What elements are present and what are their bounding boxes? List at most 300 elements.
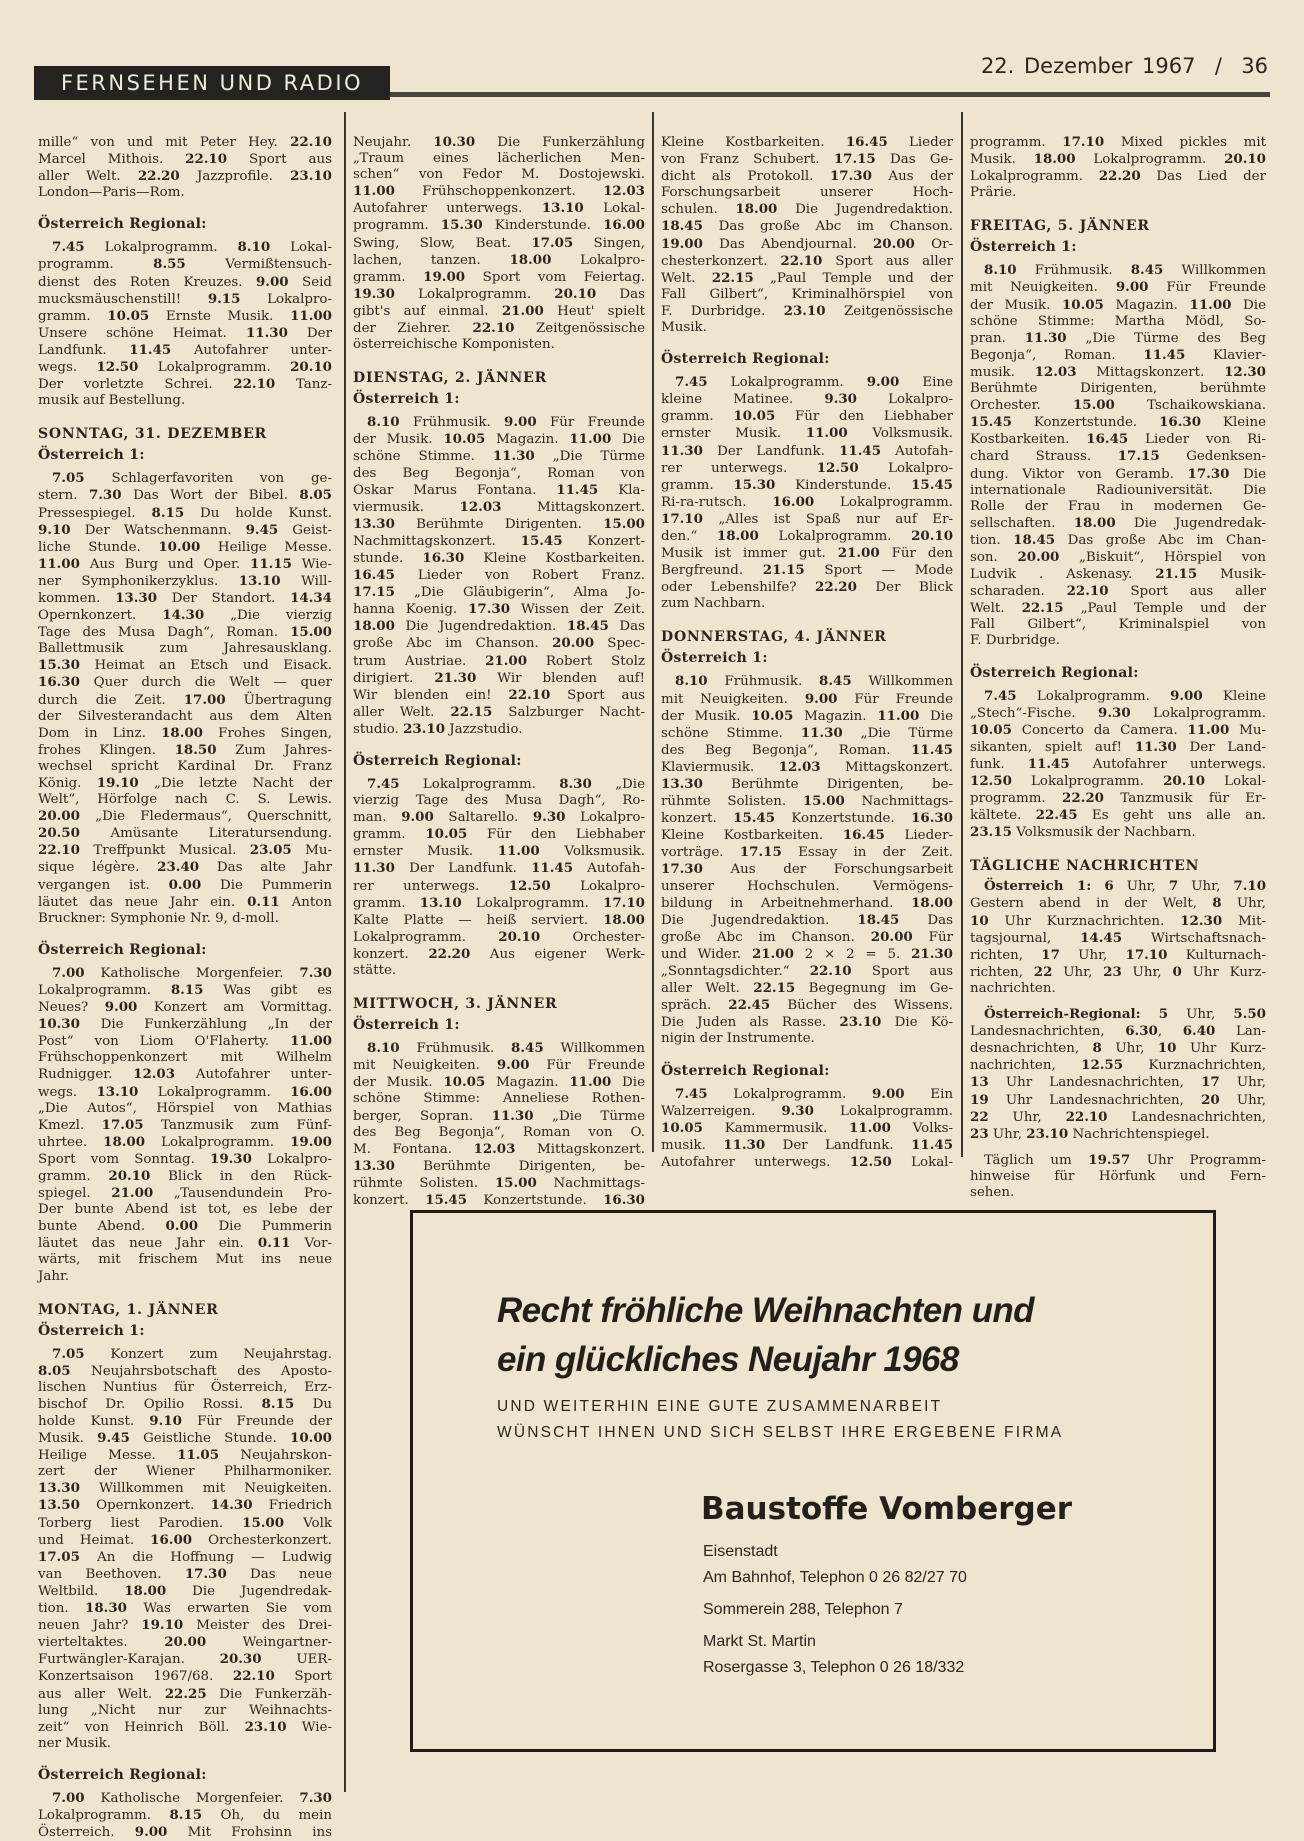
- text-line: chesterkonzert. 22.10 Sport aus aller: [661, 252, 954, 269]
- text-line: 11.30 Der Landfunk. 11.45 Autofah-: [353, 860, 645, 877]
- text-line: konzert. 15.45 Konzertstunde. 16.30: [661, 810, 953, 827]
- text-line: Welt“, Hörfolge nach C. S. Lewis.: [38, 792, 332, 808]
- text-line: konzert. 15.45 Konzertstunde. 16.30: [353, 1191, 645, 1208]
- text-line: bunte Abend. 0.00 Die Pummerin: [38, 1218, 333, 1235]
- header-rule: [390, 92, 1270, 97]
- text-line: spräch. 22.45 Bücher des Wissens.: [661, 997, 953, 1014]
- text-line: man. 9.00 Saltarello. 9.30 Lokalpro-: [353, 809, 645, 826]
- text-line: 13.30 Willkommen mit Neuigkeiten.: [38, 1480, 332, 1497]
- text-line: läutet das neue Jahr ein. 0.11 Anton: [38, 893, 332, 910]
- text-line: der Musik. 10.05 Magazin. 11.00 Die: [353, 1074, 645, 1091]
- text-line: gramm. 19.00 Sport vom Feiertag.: [353, 268, 645, 285]
- text-line: schöne Stimme: Martha Mödl, So-: [970, 313, 1266, 329]
- text-line: von Franz Schubert. 17.15 Das Ge-: [661, 151, 953, 168]
- text-line: Die Jugendredaktion. 18.45 Das: [661, 911, 953, 928]
- text-line: 13.30 Berühmte Dirigenten, be-: [661, 776, 953, 792]
- text-line: Die Juden als Rasse. 23.10 Die Kö-: [661, 1014, 953, 1031]
- text-line: dienst des Roten Kreuzes. 9.00 Seid: [38, 273, 332, 290]
- program-paragraph: [38, 1790, 332, 1841]
- text-line: Kleine Kostbarkeiten. 16.45 Lieder-: [661, 827, 953, 844]
- text-line: dirigiert. 21.30 Wir blenden auf!: [353, 669, 645, 686]
- text-line: durch die Zeit. 17.00 Übertragung: [38, 691, 332, 708]
- ad-firm-name: Baustoffe Vomberger: [701, 1491, 1073, 1527]
- text-line: Nachmittagskonzert. 15.45 Konzert-: [353, 532, 645, 549]
- text-line: Walzerreigen. 9.30 Lokalprogramm.: [661, 1102, 953, 1119]
- text-line: Kmezl. 17.05 Tanzmusik zum Fünf-: [38, 1116, 332, 1133]
- text-line: chard Strauss. 17.15 Gedenksen-: [970, 448, 1266, 465]
- text-line: rer unterwegs. 12.50 Lokalpro-: [661, 459, 953, 476]
- text-line: 20.50 Amüsante Literatursendung.: [38, 825, 332, 842]
- text-line: der Musik. 10.05 Magazin. 11.00 Die: [661, 707, 953, 724]
- text-line: 18.00 Die Jugendredaktion. 18.45 Das: [353, 618, 645, 635]
- section-banner: FERNSEHEN UND RADIO: [34, 66, 390, 100]
- column-1: [38, 134, 332, 1841]
- day-heading: SONNTAG, 31. DEZEMBER: [38, 426, 267, 443]
- station-heading: Österreich Regional:: [970, 664, 1139, 681]
- text-line: Bergfreund. 21.15 Sport — Mode: [661, 562, 953, 579]
- program-paragraph: [661, 673, 953, 1047]
- text-line: 17.05 An die Hoffnung — Ludwig: [38, 1548, 332, 1565]
- column-divider: [652, 112, 654, 1152]
- text-line: Orchester. 15.00 Tschaikowskiana.: [970, 397, 1266, 414]
- program-paragraph: [970, 688, 1266, 842]
- text-line: schen“ von Fedor M. Dostojewski.: [353, 167, 645, 183]
- ad-address-line: Eisenstadt: [703, 1543, 778, 1560]
- text-line: 8.05 Neujahrsbotschaft des Aposto-: [38, 1362, 332, 1379]
- text-line: Opernkonzert. 14.30 „Die vierzig: [38, 607, 332, 624]
- text-line: Ludvik . Askenasy. 21.15 Musik-: [970, 566, 1266, 583]
- text-line: gramm. 10.05 Für den Liebhaber: [353, 826, 645, 843]
- text-line: bischof Dr. Opilio Rossi. 8.15 Du: [38, 1395, 332, 1412]
- text-line: 19.30 Lokalprogramm. 20.10 Das: [353, 285, 645, 302]
- text-line: Musik. 9.45 Geistliche Stunde. 10.00: [38, 1430, 332, 1447]
- text-line: wärts, mit frischem Mut ins neue: [38, 1252, 332, 1268]
- text-line: schulen. 18.00 Die Jugendredaktion.: [661, 201, 953, 218]
- text-line: Musik. 18.00 Lokalprogramm. 20.10: [970, 151, 1266, 168]
- text-line: Gestern abend in der Welt, 8 Uhr,: [970, 895, 1266, 912]
- program-paragraph: [38, 1346, 332, 1752]
- text-line: Täglich um 19.57 Uhr Programm-: [984, 1151, 1266, 1168]
- day-heading: MITTWOCH, 3. JÄNNER: [353, 996, 558, 1013]
- date-page-number: 22. Dezember 1967 / 36: [980, 54, 1268, 78]
- text-line: 17.10 „Alles ist Spaß nur auf Er-: [661, 510, 953, 527]
- text-line: Musik.: [661, 320, 707, 336]
- text-line: Torberg liest Parodien. 15.00 Volk: [38, 1514, 332, 1531]
- text-line: „Die Autos“, Hörspiel von Mathias: [38, 1100, 332, 1116]
- station-heading: Österreich Regional:: [38, 216, 207, 233]
- ad-address-line: Sommerein 288, Telephon 7: [703, 1601, 903, 1618]
- text-line: lung „Nicht nur zur Weihnachts-: [38, 1702, 332, 1718]
- text-line: 15.45 Konzertstunde. 16.30 Kleine: [970, 414, 1266, 431]
- text-line: österreichische Komponisten.: [353, 337, 555, 353]
- station-heading: Österreich 1:: [353, 391, 460, 408]
- text-line: Fall Gilbert“, Kriminalhörspiel von: [661, 286, 953, 302]
- program-paragraph: [970, 134, 1266, 201]
- station-heading: Österreich Regional:: [353, 753, 522, 769]
- text-line: musik. 12.03 Mittagskonzert. 12.30: [970, 363, 1266, 380]
- text-line: ner Symphonikerzyklus. 13.10 Will-: [38, 572, 332, 589]
- text-line: Welt. 22.15 „Paul Temple und der: [661, 269, 953, 286]
- text-line: London—Paris—Rom.: [38, 185, 185, 201]
- text-line: 16.45 Lieder von Robert Franz.: [353, 567, 645, 584]
- text-line: 16.30 Quer durch die Welt — quer: [38, 674, 332, 691]
- text-line: 10 Uhr Kurznachrichten. 12.30 Mit-: [970, 912, 1266, 929]
- text-line: mit Neuigkeiten. 9.00 Für Freunde: [661, 690, 953, 707]
- text-line: sehen.: [970, 1184, 1015, 1200]
- column-2: [353, 134, 645, 1209]
- text-line: schöne Stimme. 11.30 „Die Türme: [353, 448, 645, 465]
- station-heading: Österreich 1:: [38, 1322, 145, 1339]
- text-line: Lokalprogramm. 20.10 Orchester-: [353, 928, 645, 945]
- text-line: Kostbarkeiten. 16.45 Lieder von Ri-: [970, 431, 1266, 448]
- text-line: 7.05 Schlagerfavoriten von ge-: [52, 470, 332, 487]
- day-heading: DONNERSTAG, 4. JÄNNER: [661, 629, 887, 646]
- text-line: Unsere schöne Heimat. 11.30 Der: [38, 324, 332, 341]
- text-line: 19 Uhr Landesnachrichten, 20 Uhr,: [970, 1091, 1266, 1108]
- text-line: stunde. 16.30 Kleine Kostbarkeiten.: [353, 549, 645, 566]
- program-paragraph: [353, 1040, 645, 1209]
- text-line: 7.45 Lokalprogramm. 9.00 Ein: [675, 1085, 953, 1102]
- text-line: son. 20.00 „Biskuit“, Hörspiel von: [970, 548, 1266, 565]
- text-line: große Abc im Chanson. 20.00 Für: [661, 928, 953, 945]
- text-line: 7.45 Lokalprogramm. 8.30 „Die: [367, 776, 646, 792]
- text-line: musik. 11.30 Der Landfunk. 11.45: [661, 1136, 954, 1153]
- text-line: zum Nachbarn.: [661, 596, 766, 612]
- text-line: Österreich. 9.00 Mit Frohsinn ins: [38, 1824, 332, 1841]
- text-line: der Ziehrer. 22.10 Zeitgenössische: [353, 320, 646, 337]
- text-line: 23.15 Volksmusik der Nachbarn.: [970, 824, 1196, 841]
- text-line: richten, 17 Uhr, 17.10 Kulturnach-: [970, 946, 1266, 963]
- program-paragraph: [353, 414, 645, 738]
- text-line: viermusik. 12.03 Mittagskonzert.: [353, 498, 645, 515]
- text-line: Swing, Slow, Beat. 17.05 Singen,: [353, 234, 646, 251]
- text-line: große Abc im Chanson. 20.00 Spec-: [353, 635, 645, 652]
- text-line: mille“ von und mit Peter Hey. 22.10: [38, 134, 332, 150]
- station-heading: Österreich Regional:: [661, 351, 830, 368]
- text-line: stern. 7.30 Das Wort der Bibel. 8.05: [38, 487, 332, 504]
- text-line: Konzertsaison 1967/68. 22.10 Sport: [38, 1668, 332, 1685]
- text-line: Weltbild. 18.00 Die Jugendredak-: [38, 1582, 332, 1599]
- text-line: Lokalprogramm. 8.15 Oh, du mein: [38, 1806, 333, 1823]
- column-divider: [961, 112, 963, 1157]
- text-line: der Musik. 10.05 Magazin. 11.00 Die: [353, 431, 645, 448]
- text-line: gramm. 15.30 Kinderstunde. 15.45: [661, 476, 953, 493]
- text-line: Sport vom Sonntag. 19.30 Lokalpro-: [38, 1150, 332, 1167]
- text-line: ernster Musik. 11.00 Volksmusik.: [353, 843, 646, 860]
- text-line: 13.30 Berühmte Dirigenten, be-: [353, 1157, 645, 1174]
- text-line: Oskar Marus Fontana. 11.45 Kla-: [353, 481, 645, 498]
- text-line: Post“ von Liom O'Flaherty. 11.00: [38, 1033, 332, 1050]
- text-line: stätte.: [353, 963, 397, 979]
- text-line: Kalte Platte — heiß serviert. 18.00: [353, 911, 645, 928]
- text-line: Der bunte Abend ist tot, es lebe der: [38, 1202, 332, 1218]
- text-line: Ri-ra-rutsch. 16.00 Lokalprogramm.: [661, 493, 954, 510]
- program-paragraph: [970, 262, 1266, 649]
- text-line: 7.45 Lokalprogramm. 8.10 Lokal-: [52, 239, 332, 256]
- text-line: „Sonntagsdichter.“ 22.10 Sport aus: [661, 963, 953, 980]
- text-line: Bruckner: Symphonie Nr. 9, d-moll.: [38, 910, 279, 926]
- ad-address-line: Am Bahnhof, Telephon 0 26 82/27 70: [703, 1569, 967, 1586]
- text-line: aller Welt. 22.15 Salzburger Nacht-: [353, 703, 646, 720]
- program-paragraph: [38, 239, 332, 409]
- text-line: Rudnigger. 12.03 Autofahrer unter-: [38, 1066, 332, 1083]
- ad-address-line: Markt St. Martin: [703, 1633, 816, 1650]
- text-line: 13.30 Berühmte Dirigenten. 15.00: [353, 515, 645, 532]
- text-line: König. 19.10 „Die letzte Nacht der: [38, 775, 332, 791]
- text-line: Marcel Mithois. 22.10 Sport aus: [38, 151, 332, 168]
- text-line: 18.45 Das große Abc im Chanson.: [661, 218, 953, 235]
- day-heading: DIENSTAG, 2. JÄNNER: [353, 370, 548, 387]
- program-paragraph: [661, 1086, 953, 1171]
- station-heading: Österreich Regional:: [38, 941, 207, 958]
- station-heading: Österreich 1:: [661, 650, 768, 667]
- station-heading: Österreich Regional:: [661, 1062, 830, 1079]
- day-heading: TÄGLICHE NACHRICHTEN: [970, 858, 1200, 875]
- text-line: Rolle der Frau in modernen Ge-: [970, 498, 1266, 514]
- text-line: Prärie.: [970, 185, 1017, 201]
- text-line: 19.00 Das Abendjournal. 20.00 Or-: [661, 235, 953, 252]
- ad-headline-line: Recht fröhliche Weihnachten und: [497, 1291, 1034, 1330]
- text-line: dung. Viktor von Geramb. 17.30 Die: [970, 465, 1266, 482]
- text-line: Lokalprogramm. 8.15 Was gibt es: [38, 981, 332, 998]
- text-line: hanna Koenig. 17.30 Wissen der Zeit.: [353, 601, 646, 618]
- text-line: Landfunk. 11.45 Autofahrer unter-: [38, 341, 332, 358]
- text-line: kleine Matinee. 9.30 Lokalpro-: [661, 391, 953, 408]
- text-line: tion. 18.30 Was erwarten Sie vom: [38, 1600, 332, 1617]
- program-paragraph: [353, 134, 645, 353]
- text-line: 8.10 Frühmusik. 8.45 Willkommen: [367, 1040, 645, 1057]
- text-line: des Beg Begonja“, Roman. 11.45: [661, 741, 953, 758]
- text-line: 17.30 Aus der Forschungsarbeit: [661, 861, 953, 878]
- text-line: desnachrichten, 8 Uhr, 10 Uhr Kurz-: [970, 1040, 1267, 1057]
- text-line: aus aller Welt. 22.25 Die Funkerzäh-: [38, 1685, 332, 1702]
- text-line: aller Welt. 22.15 Begegnung im Ge-: [661, 980, 953, 997]
- text-line: scharaden. 22.10 Sport aus aller: [970, 583, 1267, 600]
- text-line: Jahr.: [38, 1268, 70, 1284]
- text-line: wechsel spricht Kardinal Dr. Franz: [38, 758, 332, 774]
- program-paragraph: [38, 470, 332, 927]
- text-line: Neues? 9.00 Konzert am Vormittag.: [38, 999, 332, 1016]
- text-line: lachen, tanzen. 18.00 Lokalpro-: [353, 251, 645, 268]
- text-line: Landesnachrichten, 6.30, 6.40 Lan-: [970, 1023, 1267, 1040]
- text-line: 8.10 Frühmusik. 9.00 Für Freunde: [367, 414, 645, 431]
- text-line: Musik ist immer gut. 21.00 Für den: [661, 545, 953, 562]
- text-line: 12.50 Lokalprogramm. 20.10 Lokal-: [970, 773, 1266, 789]
- text-line: 7.05 Konzert zum Neujahrstag.: [52, 1345, 332, 1362]
- text-line: vergangen ist. 0.00 Die Pummerin: [38, 876, 332, 893]
- text-line: zert der Wiener Philharmoniker.: [38, 1464, 332, 1480]
- text-line: Lokalprogramm. 22.20 Das Lied der: [970, 168, 1267, 185]
- day-heading: MONTAG, 1. JÄNNER: [38, 1301, 219, 1318]
- text-line: Ballettmusik zum Jahresausklang.: [38, 641, 332, 657]
- text-line: rühmte Solisten. 15.00 Nachmittags-: [661, 793, 953, 810]
- text-line: „Stech“-Fische. 9.30 Lokalprogramm.: [970, 704, 1266, 721]
- text-line: und Wider. 21.00 2 × 2 = 5. 21.30: [661, 945, 953, 962]
- text-line: richten, 22 Uhr, 23 Uhr, 0 Uhr Kurz-: [970, 963, 1266, 980]
- text-line: sellschaften. 18.00 Die Jugendredak-: [970, 514, 1266, 531]
- ad-address-line: Rosergasse 3, Telephon 0 26 18/332: [703, 1659, 965, 1676]
- text-line: des Beg Begonja“, Roman von: [353, 465, 645, 481]
- text-line: den.“ 18.00 Lokalprogramm. 20.10: [661, 527, 954, 544]
- text-line: programm. 15.30 Kinderstunde. 16.00: [353, 217, 645, 234]
- ad-tagline-line: UND WEITERHIN EINE GUTE ZUSAMMENARBEIT: [497, 1398, 943, 1415]
- text-line: Kleine Kostbarkeiten. 16.45 Lieder: [661, 134, 953, 150]
- text-line: Forschungsarbeit unserer Hoch-: [661, 185, 953, 201]
- text-line: gramm. 10.05 Ernste Musik. 11.00: [38, 307, 332, 324]
- text-line: studio. 23.10 Jazzstudio.: [353, 720, 523, 737]
- text-line: gramm. 10.05 Für den Liebhaber: [661, 408, 953, 425]
- text-line: 8.10 Frühmusik. 8.45 Willkommen: [675, 673, 953, 690]
- station-heading: Österreich 1:: [970, 239, 1077, 256]
- christmas-advertisement: [410, 1210, 1216, 1752]
- text-line: uhrtee. 18.00 Lokalprogramm. 19.00: [38, 1133, 332, 1150]
- text-line: nachrichten.: [970, 980, 1056, 996]
- text-line: holde Kunst. 9.10 Für Freunde der: [38, 1413, 332, 1429]
- text-line: läutet das neue Jahr ein. 0.11 Vor-: [38, 1235, 332, 1252]
- station-heading: Österreich 1:: [38, 447, 145, 464]
- text-line: 13.50 Opernkonzert. 14.30 Friedrich: [38, 1497, 332, 1514]
- text-line: Klaviermusik. 12.03 Mittagskonzert.: [661, 758, 953, 775]
- text-line: kommen. 13.30 Der Standort. 14.34: [38, 589, 332, 606]
- day-heading: FREITAG, 5. JÄNNER: [970, 218, 1150, 235]
- text-line: Neujahr. 10.30 Die Funkerzählung: [353, 134, 645, 150]
- text-line: trum Austriae. 21.00 Robert Stolz: [353, 652, 645, 669]
- text-line: ernster Musik. 11.00 Volksmusik.: [661, 425, 954, 442]
- text-line: 11.00 Frühschoppenkonzert. 12.03: [353, 183, 645, 200]
- text-line: 13 Uhr Landesnachrichten, 17 Uhr,: [970, 1074, 1266, 1091]
- ad-headline-line: ein glückliches Neujahr 1968: [497, 1340, 959, 1379]
- text-line: 23 Uhr, 23.10 Nachrichtenspiegel.: [970, 1125, 1210, 1142]
- column-3: [661, 134, 953, 1171]
- text-line: Welt. 22.15 „Paul Temple und der: [970, 600, 1266, 617]
- text-line: mit Neuigkeiten. 9.00 Für Freunde: [353, 1057, 645, 1074]
- text-line: konzert. 22.20 Aus eigener Werk-: [353, 945, 645, 962]
- text-line: tion. 18.45 Das große Abc im Chan-: [970, 531, 1266, 548]
- text-line: 8.10 Frühmusik. 8.45 Willkommen: [984, 262, 1266, 279]
- text-line: vorträge. 17.15 Essay in der Zeit.: [661, 844, 953, 861]
- program-paragraph: [970, 878, 1266, 997]
- text-line: liche Stunde. 10.00 Heilige Messe.: [38, 538, 332, 555]
- text-line: pran. 11.30 „Die Türme des Beg: [970, 329, 1266, 346]
- text-line: F. Durbridge. 23.10 Zeitgenössische: [661, 302, 953, 319]
- program-paragraph: [970, 1006, 1266, 1143]
- text-line: 7.00 Katholische Morgenfeier. 7.30: [52, 964, 332, 981]
- text-line: oder Lebenshilfe? 22.20 Der Blick: [661, 579, 953, 596]
- text-line: rühmte Solisten. 15.00 Nachmittags-: [353, 1174, 645, 1191]
- text-line: nachrichten, 12.55 Kurznachrichten,: [970, 1057, 1266, 1074]
- text-line: 15.30 Heimat an Etsch und Eisack.: [38, 657, 332, 674]
- text-line: gramm. 20.10 Blick in den Rück-: [38, 1167, 332, 1184]
- text-line: Dom in Linz. 18.00 Frohes Singen,: [38, 724, 332, 741]
- text-line: spiegel. 21.00 „Tausendundein Pro-: [38, 1185, 332, 1202]
- text-line: internationale Radiouniversität. Die: [970, 482, 1266, 498]
- text-line: 22.10 Treffpunkt Musical. 23.05 Mu-: [38, 842, 332, 859]
- text-line: Pressespiegel. 8.15 Du holde Kunst.: [38, 504, 333, 521]
- program-paragraph: [38, 965, 332, 1285]
- text-line: sique légère. 23.40 Das alte Jahr: [38, 859, 333, 876]
- text-line: Autofahrer unterwegs. 12.50 Lokal-: [661, 1153, 953, 1170]
- text-line: „Traum eines lächerlichen Men-: [353, 151, 645, 167]
- text-line: schöne Stimme. 11.30 „Die Türme: [661, 724, 953, 741]
- text-line: dicht als Protokoll. 17.30 Aus der: [661, 168, 954, 185]
- text-line: ner Musik.: [38, 1735, 112, 1751]
- text-line: zeit“ von Heinrich Böll. 23.10 Wie-: [38, 1718, 332, 1735]
- text-line: 9.10 Der Watschenmann. 9.45 Geist-: [38, 521, 332, 538]
- text-line: tagsjournal, 14.45 Wirtschaftsnach-: [970, 929, 1266, 946]
- text-line: vierzig Tage des Musa Dagh“, Ro-: [353, 793, 645, 809]
- text-line: F. Durbridge.: [970, 633, 1061, 649]
- text-line: bildung in Arbeitnehmerhand. 18.00: [661, 894, 953, 911]
- text-line: Berühmte Dirigenten, berühmte: [970, 381, 1266, 397]
- text-line: frohes Klingen. 18.50 Zum Jahres-: [38, 741, 332, 758]
- text-line: Autofahrer unterwegs. 13.10 Lokal-: [353, 200, 645, 217]
- column-divider: [344, 112, 346, 1792]
- text-line: programm. 22.20 Tanzmusik für Er-: [970, 790, 1266, 807]
- text-line: der Silvesterandacht aus dem Alten: [38, 708, 332, 724]
- text-line: Fall Gilbert“, Kriminalspiel von: [970, 617, 1266, 633]
- text-line: funk. 11.45 Autofahrer unterwegs.: [970, 755, 1266, 772]
- text-line: 7.45 Lokalprogramm. 9.00 Eine: [675, 374, 953, 391]
- text-line: 7.45 Lokalprogramm. 9.00 Kleine: [984, 687, 1266, 704]
- text-line: und Heimat. 16.00 Orchesterkonzert.: [38, 1531, 332, 1548]
- text-line: neuen Jahr? 19.10 Meister des Drei-: [38, 1617, 332, 1634]
- text-line: wegs. 13.10 Lokalprogramm. 16.00: [38, 1083, 332, 1100]
- text-line: Begonja“, Roman. 11.45 Klavier-: [970, 346, 1266, 363]
- text-line: Wir blenden ein! 22.10 Sport aus: [353, 686, 645, 703]
- text-line: gramm. 13.10 Lokalprogramm. 17.10: [353, 894, 645, 911]
- text-line: aller Welt. 22.20 Jazzprofile. 23.10: [38, 168, 332, 185]
- text-line: 17.15 „Die Gläubigerin“, Alma Jo-: [353, 584, 645, 601]
- text-line: berger, Sopran. 11.30 „Die Türme: [353, 1107, 645, 1124]
- text-line: gibt's auf einmal. 21.00 Heut' spielt: [353, 302, 645, 319]
- station-heading: Österreich 1:: [353, 1017, 460, 1034]
- text-line: hinweise für Hörfunk und Fern-: [970, 1168, 1266, 1184]
- text-line: Heilige Messe. 11.05 Neujahrskon-: [38, 1447, 332, 1464]
- text-line: rer unterwegs. 12.50 Lokalpro-: [353, 877, 645, 894]
- text-line: 7.00 Katholische Morgenfeier. 7.30: [52, 1789, 332, 1806]
- text-line: 11.00 Aus Burg und Oper. 11.15 Wie-: [38, 555, 332, 572]
- text-line: Furtwängler-Karajan. 20.30 UER-: [38, 1651, 332, 1668]
- text-line: van Beethoven. 17.30 Das neue: [38, 1565, 333, 1582]
- text-line: 22 Uhr, 22.10 Landesnachrichten,: [970, 1108, 1267, 1125]
- program-paragraph: [970, 1152, 1266, 1201]
- text-line: wegs. 12.50 Lokalprogramm. 20.10: [38, 359, 332, 376]
- column-4: [970, 134, 1266, 1201]
- text-line: programm. 8.55 Vermißtensuch-: [38, 256, 332, 273]
- text-line: 11.30 Der Landfunk. 11.45 Autofah-: [661, 442, 953, 459]
- text-line: 10.05 Kammermusik. 11.00 Volks-: [661, 1119, 953, 1136]
- program-paragraph: [353, 776, 645, 979]
- text-line: lischen Nuntius für Österreich, Erz-: [38, 1379, 332, 1395]
- text-line: Frühschoppenkonzert mit Wilhelm: [38, 1050, 332, 1066]
- station-heading: Österreich Regional:: [38, 1766, 207, 1783]
- text-line: des Beg Begonja“, Roman von O.: [353, 1124, 645, 1140]
- program-paragraph: [661, 134, 953, 336]
- program-paragraph: [38, 134, 332, 201]
- text-line: M. Fontana. 12.03 Mittagskonzert.: [353, 1140, 645, 1157]
- text-line: 10.30 Die Funkerzählung „In der: [38, 1016, 332, 1033]
- text-line: Österreich-Regional: 5 Uhr, 5.50: [984, 1006, 1266, 1023]
- text-line: 10.05 Concerto da Camera. 11.00 Mu-: [970, 721, 1266, 738]
- text-line: 20.00 „Die Fledermaus“, Querschnitt,: [38, 808, 332, 825]
- text-line: mucksmäuschenstill! 9.15 Lokalpro-: [38, 290, 332, 307]
- text-line: vierteltaktes. 20.00 Weingartner-: [38, 1634, 332, 1651]
- program-paragraph: [661, 374, 953, 612]
- text-line: schöne Stimme: Anneliese Rothen-: [353, 1091, 645, 1107]
- text-line: mit Neuigkeiten. 9.00 Für Freunde: [970, 279, 1266, 296]
- text-line: kältete. 22.45 Es geht uns alle an.: [970, 807, 1266, 824]
- text-line: unserer Hochschulen. Vermögens-: [661, 878, 953, 894]
